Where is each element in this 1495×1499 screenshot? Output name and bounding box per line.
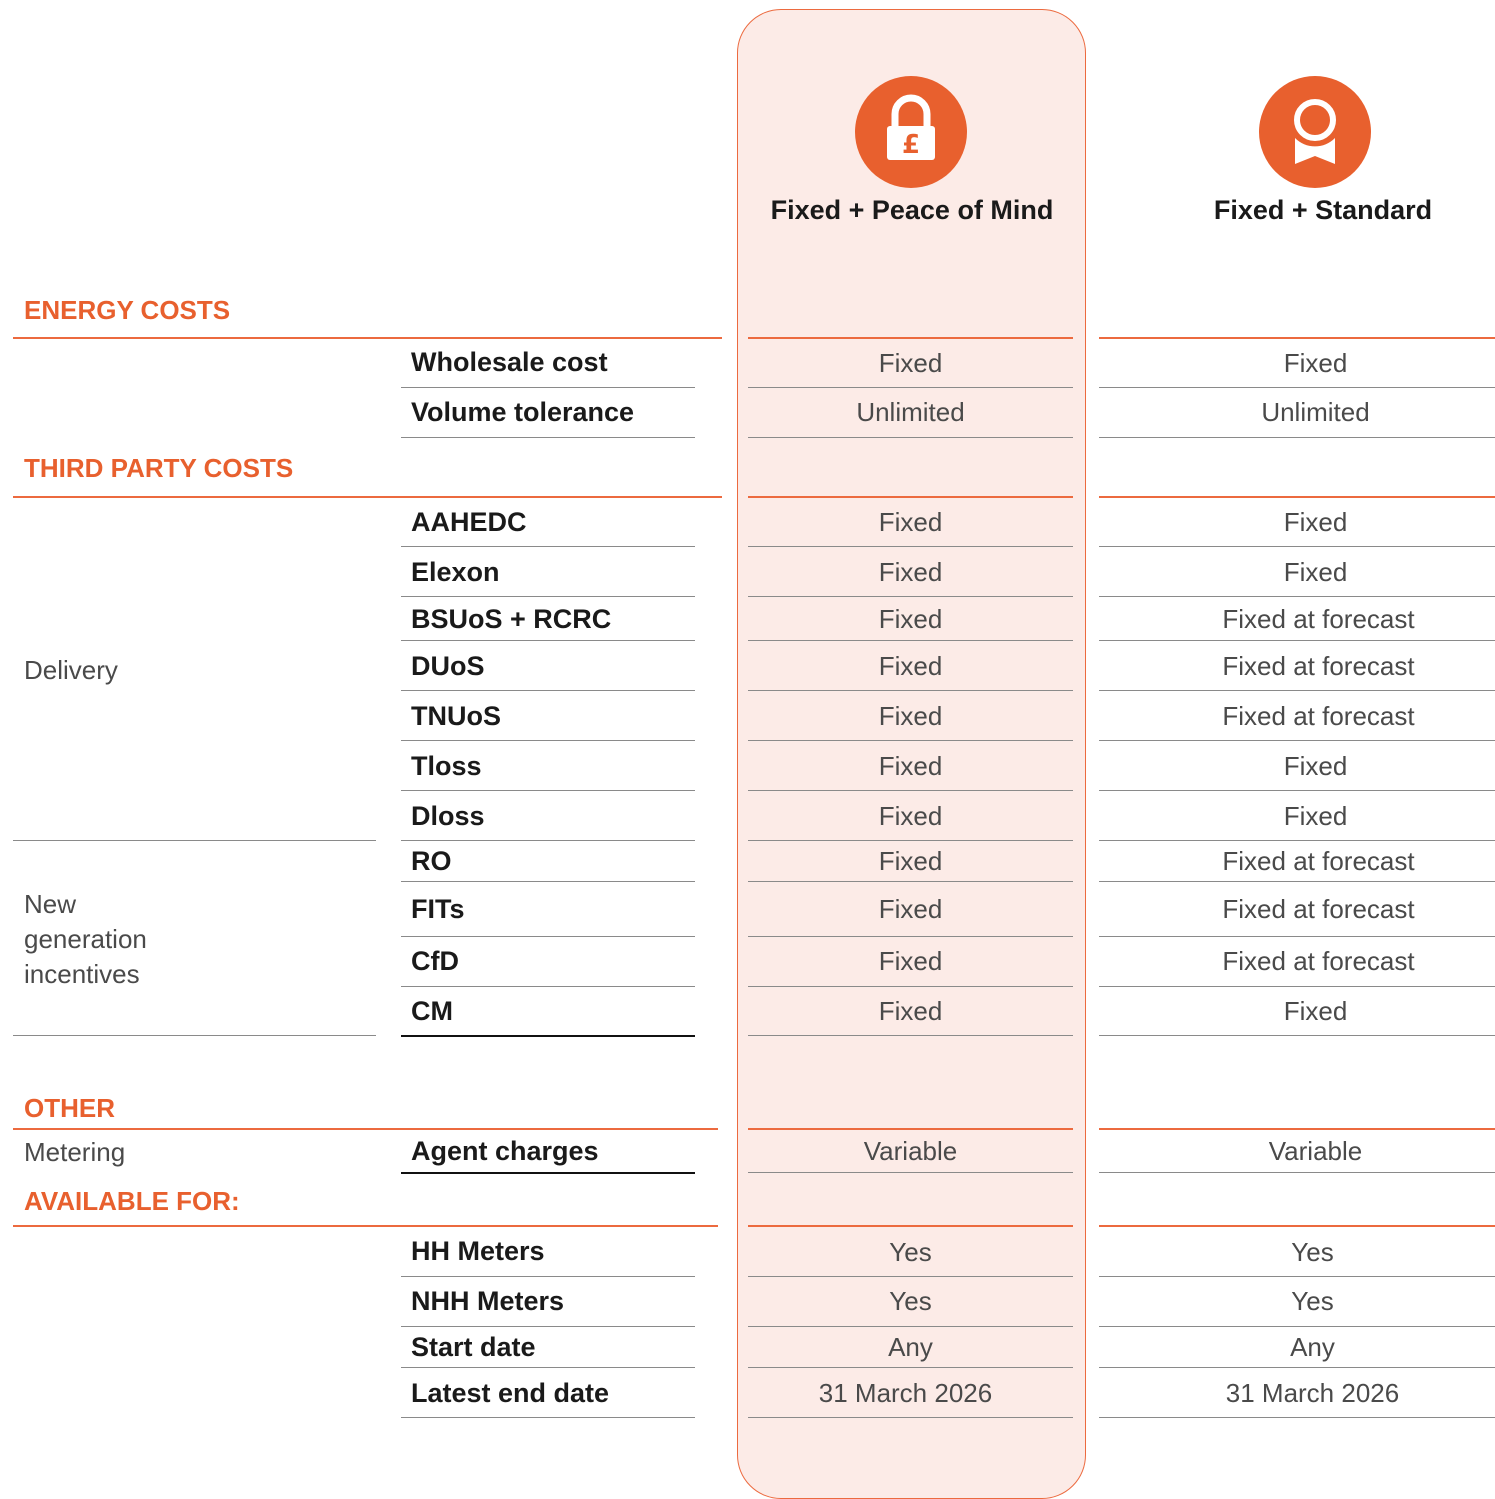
cell-standard: Fixed <box>1283 801 1348 831</box>
row-divider <box>401 437 695 438</box>
group-label-delivery: Delivery <box>24 655 118 685</box>
row-divider <box>748 936 1073 937</box>
row-divider <box>1099 1276 1495 1277</box>
row-divider <box>748 640 1073 641</box>
row-divider <box>401 387 695 388</box>
row-label: NHH Meters <box>411 1286 565 1316</box>
row-divider <box>1099 986 1495 987</box>
row-divider <box>748 1367 1073 1368</box>
cell-standard: Fixed <box>1283 996 1348 1026</box>
cell-standard: Fixed at forecast <box>1222 701 1415 731</box>
cell-standard: Fixed at forecast <box>1222 846 1415 876</box>
row-divider <box>1099 1326 1495 1327</box>
cell-peace-of-mind: 31 March 2026 <box>818 1378 993 1408</box>
row-divider <box>748 840 1073 841</box>
cell-peace-of-mind: Fixed <box>878 801 943 831</box>
cell-peace-of-mind: Yes <box>889 1237 932 1267</box>
row-divider <box>401 1276 695 1277</box>
section-heading-available-for: AVAILABLE FOR: <box>24 1186 240 1216</box>
cell-standard: 31 March 2026 <box>1225 1378 1400 1408</box>
row-divider <box>1099 790 1495 791</box>
row-divider <box>1099 840 1495 841</box>
row-divider <box>1099 1367 1495 1368</box>
row-divider <box>748 790 1073 791</box>
divider-line <box>13 337 722 339</box>
row-divider <box>1099 936 1495 937</box>
cell-standard: Variable <box>1268 1136 1363 1166</box>
row-divider <box>401 840 695 841</box>
cell-peace-of-mind: Fixed <box>878 846 943 876</box>
row-label: CM <box>411 996 453 1026</box>
rosette-award-icon <box>1259 76 1371 188</box>
row-divider <box>748 387 1073 388</box>
padlock-pound-icon <box>855 76 967 188</box>
row-label: TNUoS <box>411 701 501 731</box>
divider-line <box>1099 1225 1495 1227</box>
row-label: Elexon <box>411 557 500 587</box>
row-divider <box>748 546 1073 547</box>
cell-standard: Unlimited <box>1261 397 1370 427</box>
row-divider <box>748 1417 1073 1418</box>
divider-line <box>13 496 722 498</box>
row-divider <box>1099 546 1495 547</box>
group-label-new: New <box>24 889 77 919</box>
cell-peace-of-mind: Fixed <box>878 894 943 924</box>
row-divider <box>748 437 1073 438</box>
row-divider <box>401 986 695 987</box>
row-divider <box>748 740 1073 741</box>
cell-standard: Any <box>1290 1332 1335 1362</box>
row-divider <box>1099 640 1495 641</box>
row-divider <box>748 596 1073 597</box>
row-divider <box>1099 596 1495 597</box>
row-divider <box>401 936 695 937</box>
row-divider <box>401 1326 695 1327</box>
row-divider <box>1099 690 1495 691</box>
row-label: BSUoS + RCRC <box>411 604 612 634</box>
row-label: DUoS <box>411 651 485 681</box>
section-heading-energy-costs: ENERGY COSTS <box>24 295 231 325</box>
row-divider <box>1099 740 1495 741</box>
row-label: AAHEDC <box>411 507 527 537</box>
group-separator <box>13 840 376 841</box>
cell-peace-of-mind: Fixed <box>878 507 943 537</box>
divider-line <box>748 1128 1073 1130</box>
divider-line <box>13 1225 718 1227</box>
cell-peace-of-mind: Yes <box>889 1286 932 1316</box>
cell-peace-of-mind: Fixed <box>878 604 943 634</box>
row-divider <box>401 740 695 741</box>
divider-line <box>1099 337 1495 339</box>
row-divider <box>401 596 695 597</box>
divider-line <box>1099 1128 1495 1130</box>
row-label: Start date <box>411 1332 536 1362</box>
cell-peace-of-mind: Any <box>888 1332 933 1362</box>
row-divider <box>401 1367 695 1368</box>
row-label: HH Meters <box>411 1236 545 1266</box>
group-label-metering: Metering <box>24 1137 126 1167</box>
cell-standard: Fixed <box>1283 751 1348 781</box>
group-label-incentives: incentives <box>24 959 140 989</box>
row-divider <box>1099 1417 1495 1418</box>
cell-standard: Fixed <box>1283 507 1348 537</box>
cell-peace-of-mind: Variable <box>863 1136 958 1166</box>
cell-standard: Fixed at forecast <box>1222 946 1415 976</box>
cell-peace-of-mind: Fixed <box>878 946 943 976</box>
row-divider <box>1099 881 1495 882</box>
divider-line <box>748 1225 1073 1227</box>
section-heading-third-party-costs: THIRD PARTY COSTS <box>24 453 294 483</box>
row-label: CfD <box>411 946 459 976</box>
row-divider <box>1099 1035 1495 1036</box>
svg-text:£: £ <box>901 130 921 160</box>
cell-standard: Fixed <box>1283 348 1348 378</box>
cell-standard: Yes <box>1291 1237 1334 1267</box>
row-divider <box>748 1035 1073 1036</box>
cell-peace-of-mind: Fixed <box>878 996 943 1026</box>
row-divider <box>401 1035 695 1037</box>
row-divider <box>748 1276 1073 1277</box>
cell-standard: Yes <box>1291 1286 1334 1316</box>
cell-peace-of-mind: Fixed <box>878 651 943 681</box>
row-divider <box>1099 1172 1495 1173</box>
row-divider <box>748 881 1073 882</box>
cell-standard: Fixed at forecast <box>1222 604 1415 634</box>
row-divider <box>1099 437 1495 438</box>
row-divider <box>401 546 695 547</box>
row-divider <box>401 1417 695 1418</box>
row-divider <box>401 1172 695 1174</box>
row-divider <box>748 1172 1073 1173</box>
row-label: Agent charges <box>411 1136 599 1166</box>
row-label: Wholesale cost <box>411 347 608 377</box>
cell-standard: Fixed at forecast <box>1222 894 1415 924</box>
row-divider <box>401 790 695 791</box>
cell-standard: Fixed <box>1283 557 1348 587</box>
cell-peace-of-mind: Fixed <box>878 751 943 781</box>
row-label: RO <box>411 846 452 876</box>
plan-title-peace-of-mind: Fixed + Peace of Mind <box>770 195 1054 225</box>
divider-line <box>748 337 1073 339</box>
row-divider <box>748 690 1073 691</box>
row-divider <box>748 1326 1073 1327</box>
row-label: Dloss <box>411 801 485 831</box>
divider-line <box>1099 496 1495 498</box>
divider-line <box>13 1128 718 1130</box>
row-label: Latest end date <box>411 1378 610 1408</box>
cell-peace-of-mind: Unlimited <box>856 397 965 427</box>
group-separator <box>13 1035 376 1036</box>
row-label: Tloss <box>411 751 482 781</box>
plan-title-standard: Fixed + Standard <box>1213 195 1433 225</box>
row-divider <box>1099 387 1495 388</box>
row-label: FITs <box>411 894 465 924</box>
row-label: Volume tolerance <box>411 397 635 427</box>
cell-standard: Fixed at forecast <box>1222 651 1415 681</box>
row-divider <box>401 690 695 691</box>
cell-peace-of-mind: Fixed <box>878 701 943 731</box>
row-divider <box>401 881 695 882</box>
row-divider <box>748 986 1073 987</box>
cell-peace-of-mind: Fixed <box>878 348 943 378</box>
cell-peace-of-mind: Fixed <box>878 557 943 587</box>
divider-line <box>748 496 1073 498</box>
row-divider <box>401 640 695 641</box>
section-heading-other: OTHER <box>24 1093 115 1123</box>
group-label-generation: generation <box>24 924 147 954</box>
